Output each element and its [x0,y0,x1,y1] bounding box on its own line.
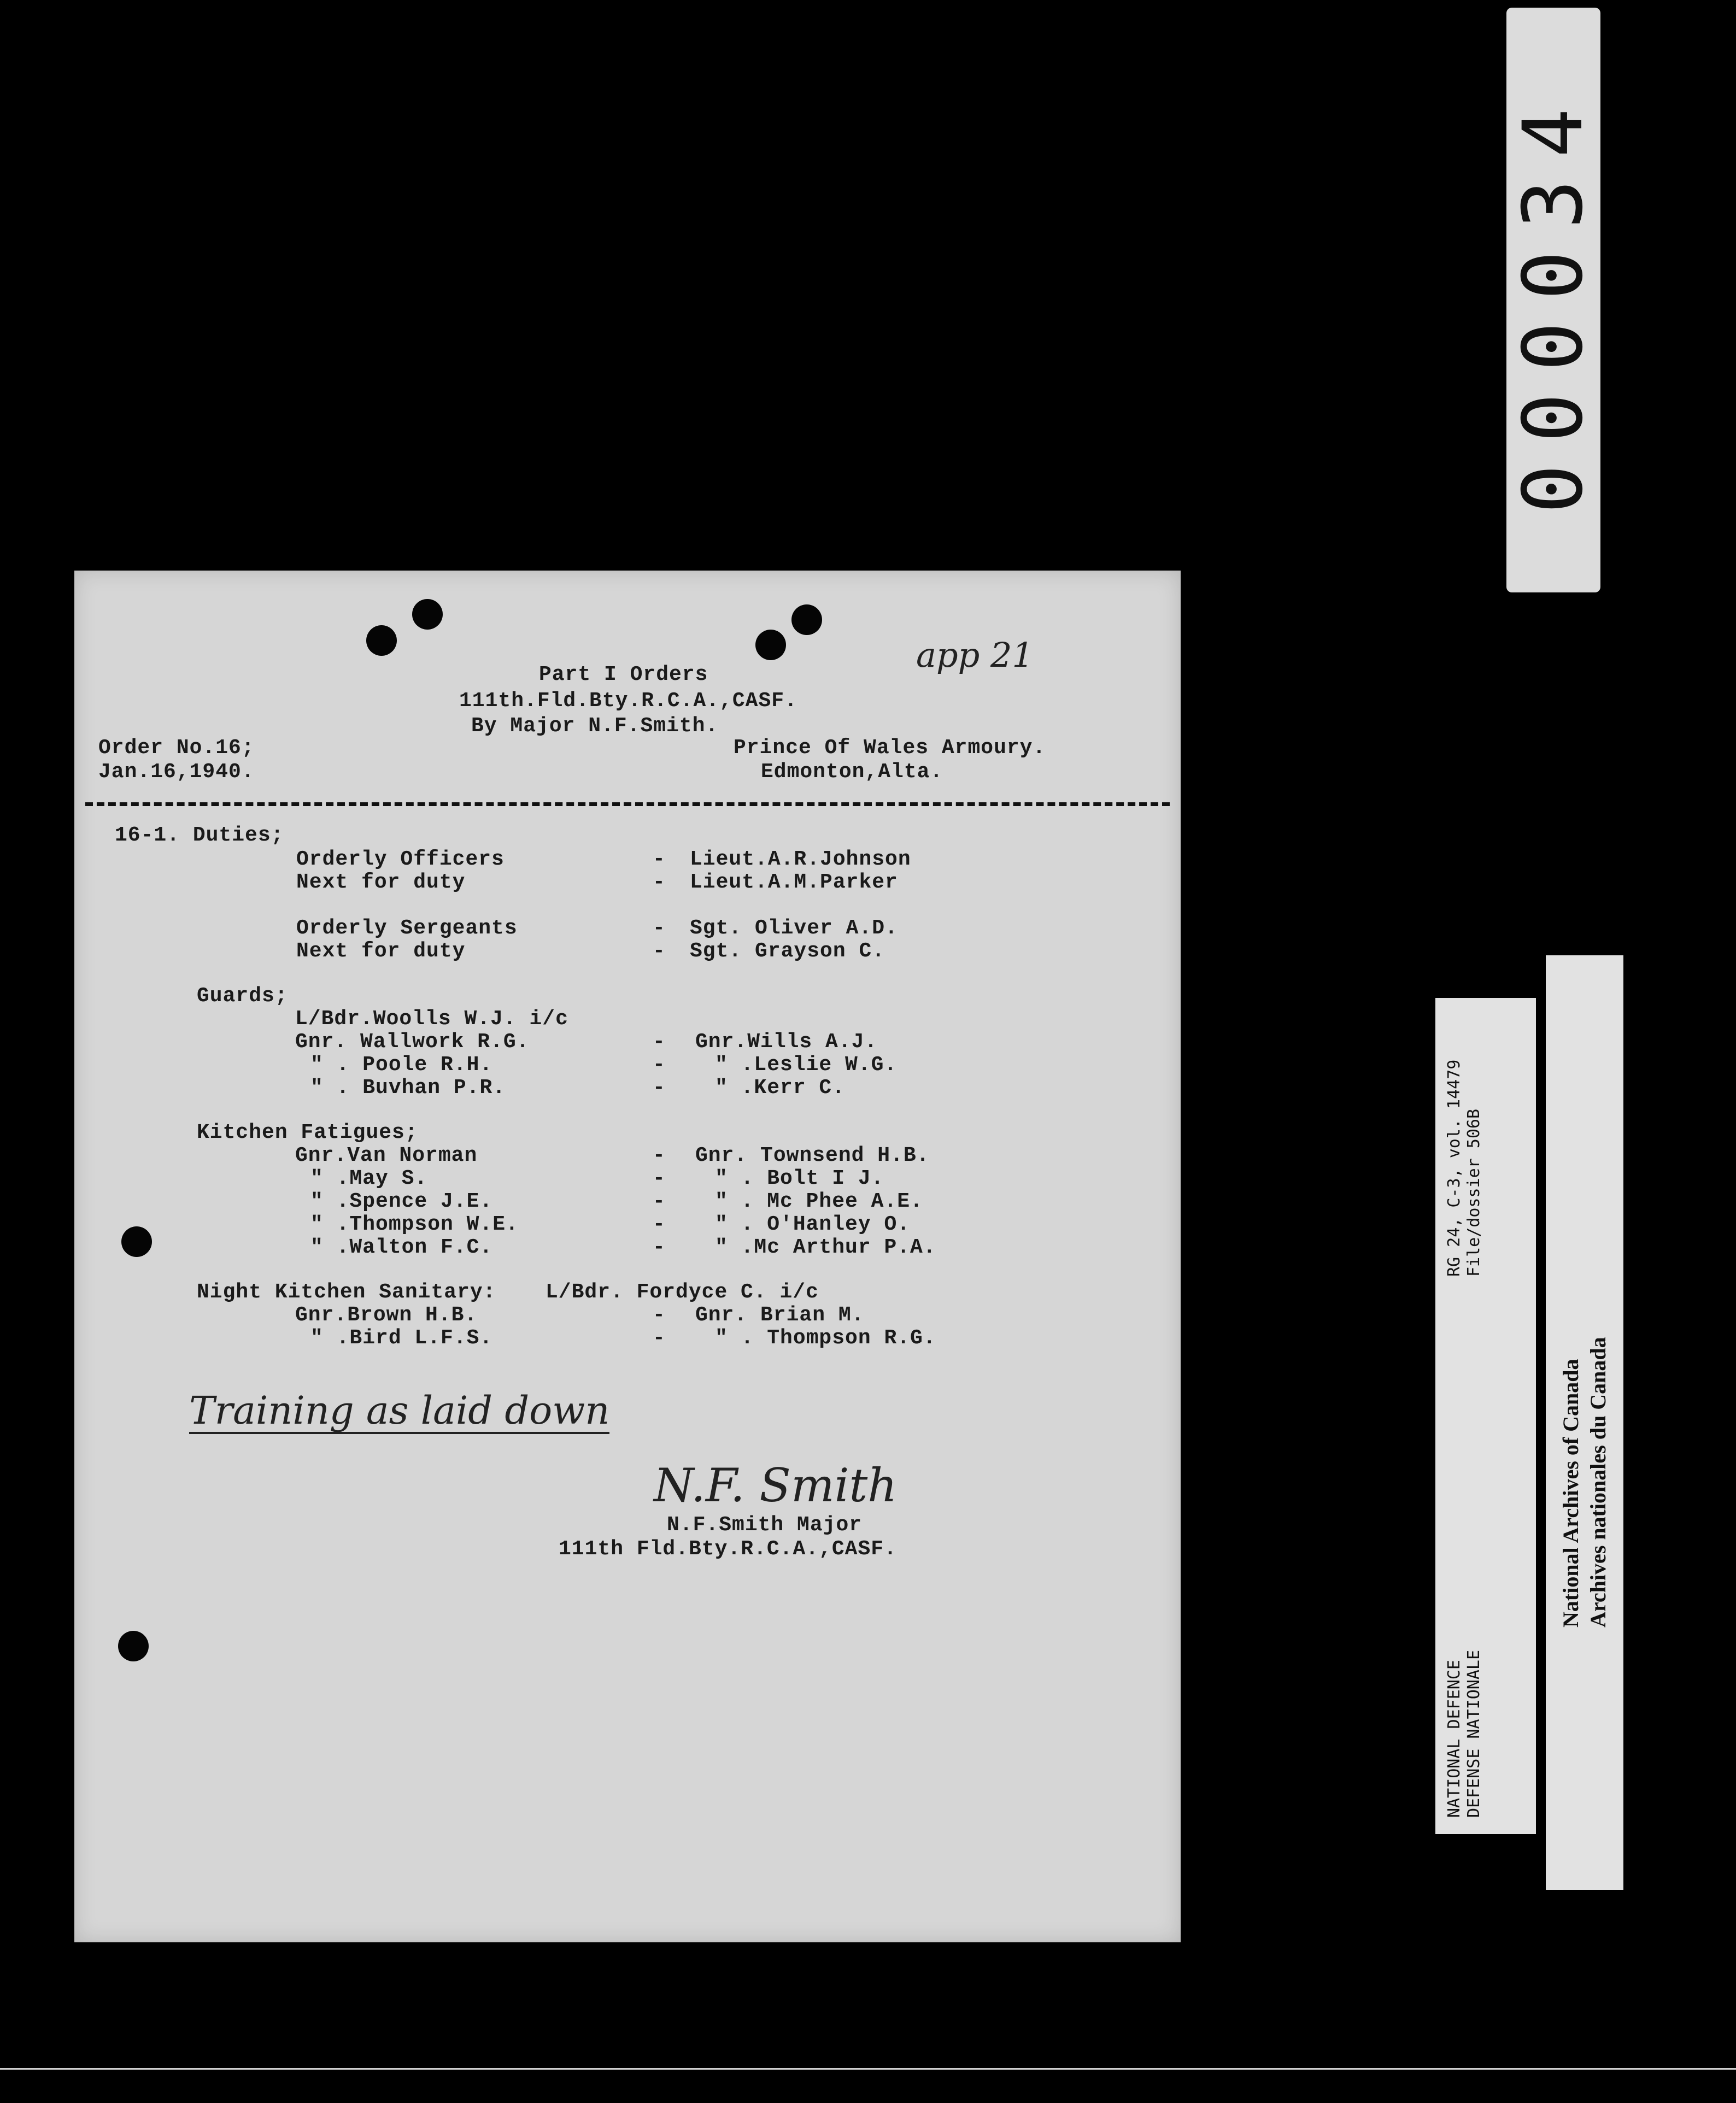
duty-role: Orderly Sergeants [296,917,518,940]
dash: - [653,1030,666,1054]
archives-label [1546,955,1623,1890]
annotation-app: app 21 [916,635,1034,675]
dash: - [653,939,666,963]
dash: - [653,1303,666,1327]
divider [85,802,1170,806]
dash: - [653,1236,666,1259]
kitchen-left: " .May S. [310,1167,428,1190]
dash: - [653,1076,666,1100]
kitchen-right: " .Mc Arthur P.A. [715,1236,936,1259]
signature-name: N.F.Smith Major [667,1513,863,1537]
heading-line: By Major N.F.Smith. [471,714,719,738]
rg-reference: RG 24, C-3, vol. 14479 [1445,1059,1464,1277]
duty-name: Sgt. Grayson C. [690,939,885,963]
punch-hole [791,604,822,635]
frame-number: 000034 [1506,86,1601,514]
defense-line: DEFENSE NATIONALE [1464,1649,1483,1818]
kitchen-left: " .Thompson W.E. [310,1213,519,1236]
duty-role: Next for duty [296,939,466,963]
signature: N.F. Smith [654,1459,898,1512]
punch-hole [755,630,786,660]
guard-right: " .Kerr C. [715,1076,846,1100]
guards-title: Guards; [197,984,288,1008]
guard-right: Gnr.Wills A.J. [695,1030,878,1054]
kitchen-left: " .Spence J.E. [310,1190,493,1213]
kitchen-right: " . Mc Phee A.E. [715,1190,923,1213]
archive-reference-text [1435,998,1536,1834]
kitchen-right: " . O'Hanley O. [715,1213,911,1236]
night-kitchen-right: Gnr. Brian M. [695,1303,865,1327]
location-line: Edmonton,Alta. [761,760,943,784]
defence-line: NATIONAL DEFENCE [1445,1660,1464,1818]
guard-left: " . Buvhan P.R. [310,1076,506,1100]
order-sheet [74,571,1181,1942]
duty-name: Lieut.A.M.Parker [690,871,898,894]
kitchen-right: Gnr. Townsend H.B. [695,1144,930,1167]
archives-french: Archives nationales du Canada [1586,1337,1610,1628]
kitchen-title: Kitchen Fatigues; [197,1121,418,1144]
dash: - [653,1326,666,1350]
night-kitchen-title: Night Kitchen Sanitary: [197,1280,496,1304]
night-kitchen-lead: L/Bdr. Fordyce C. i/c [546,1280,819,1304]
punch-hole [121,1226,152,1257]
handwritten-training-note: Training as laid down [189,1388,610,1433]
punch-hole [412,599,443,630]
dash: - [653,1167,666,1190]
guard-right: " .Leslie W.G. [715,1053,898,1077]
archives-label-text [1546,955,1623,1890]
kitchen-left: Gnr.Van Norman [295,1144,478,1167]
file-reference: File/dossier 506B [1464,1108,1483,1277]
punch-hole [366,625,397,656]
duty-name: Sgt. Oliver A.D. [690,917,898,940]
frame-number-strip [1506,8,1600,592]
signature-unit: 111th Fld.Bty.R.C.A.,CASF. [559,1537,897,1561]
guard-left: " . Poole R.H. [310,1053,493,1077]
dash: - [653,1144,666,1167]
kitchen-left: " .Walton F.C. [310,1236,493,1259]
night-kitchen-right: " . Thompson R.G. [715,1326,936,1350]
duty-name: Lieut.A.R.Johnson [690,848,911,871]
section-title: 16-1. Duties; [115,824,284,847]
night-kitchen-left: Gnr.Brown H.B. [295,1303,478,1327]
dash: - [653,848,666,871]
dash: - [653,871,666,894]
kitchen-right: " . Bolt I J. [715,1167,884,1190]
dash: - [653,1213,666,1236]
guards-lead: L/Bdr.Woolls W.J. i/c [295,1007,568,1031]
duty-role: Orderly Officers [296,848,505,871]
heading-line: Part I Orders [539,663,708,686]
order-number: Order No.16; [98,736,255,760]
dash: - [653,1190,666,1213]
archive-reference-label [1435,998,1536,1834]
dash: - [653,1053,666,1077]
location-line: Prince Of Wales Armoury. [734,736,1046,760]
punch-hole [118,1631,149,1661]
film-edge-line [0,2068,1736,2070]
night-kitchen-left: " .Bird L.F.S. [310,1326,493,1350]
heading-line: 111th.Fld.Bty.R.C.A.,CASF. [459,689,797,713]
archives-english: National Archives of Canada [1558,1359,1583,1628]
dash: - [653,917,666,940]
duty-role: Next for duty [296,871,466,894]
order-date: Jan.16,1940. [98,760,255,784]
guard-left: Gnr. Wallwork R.G. [295,1030,530,1054]
